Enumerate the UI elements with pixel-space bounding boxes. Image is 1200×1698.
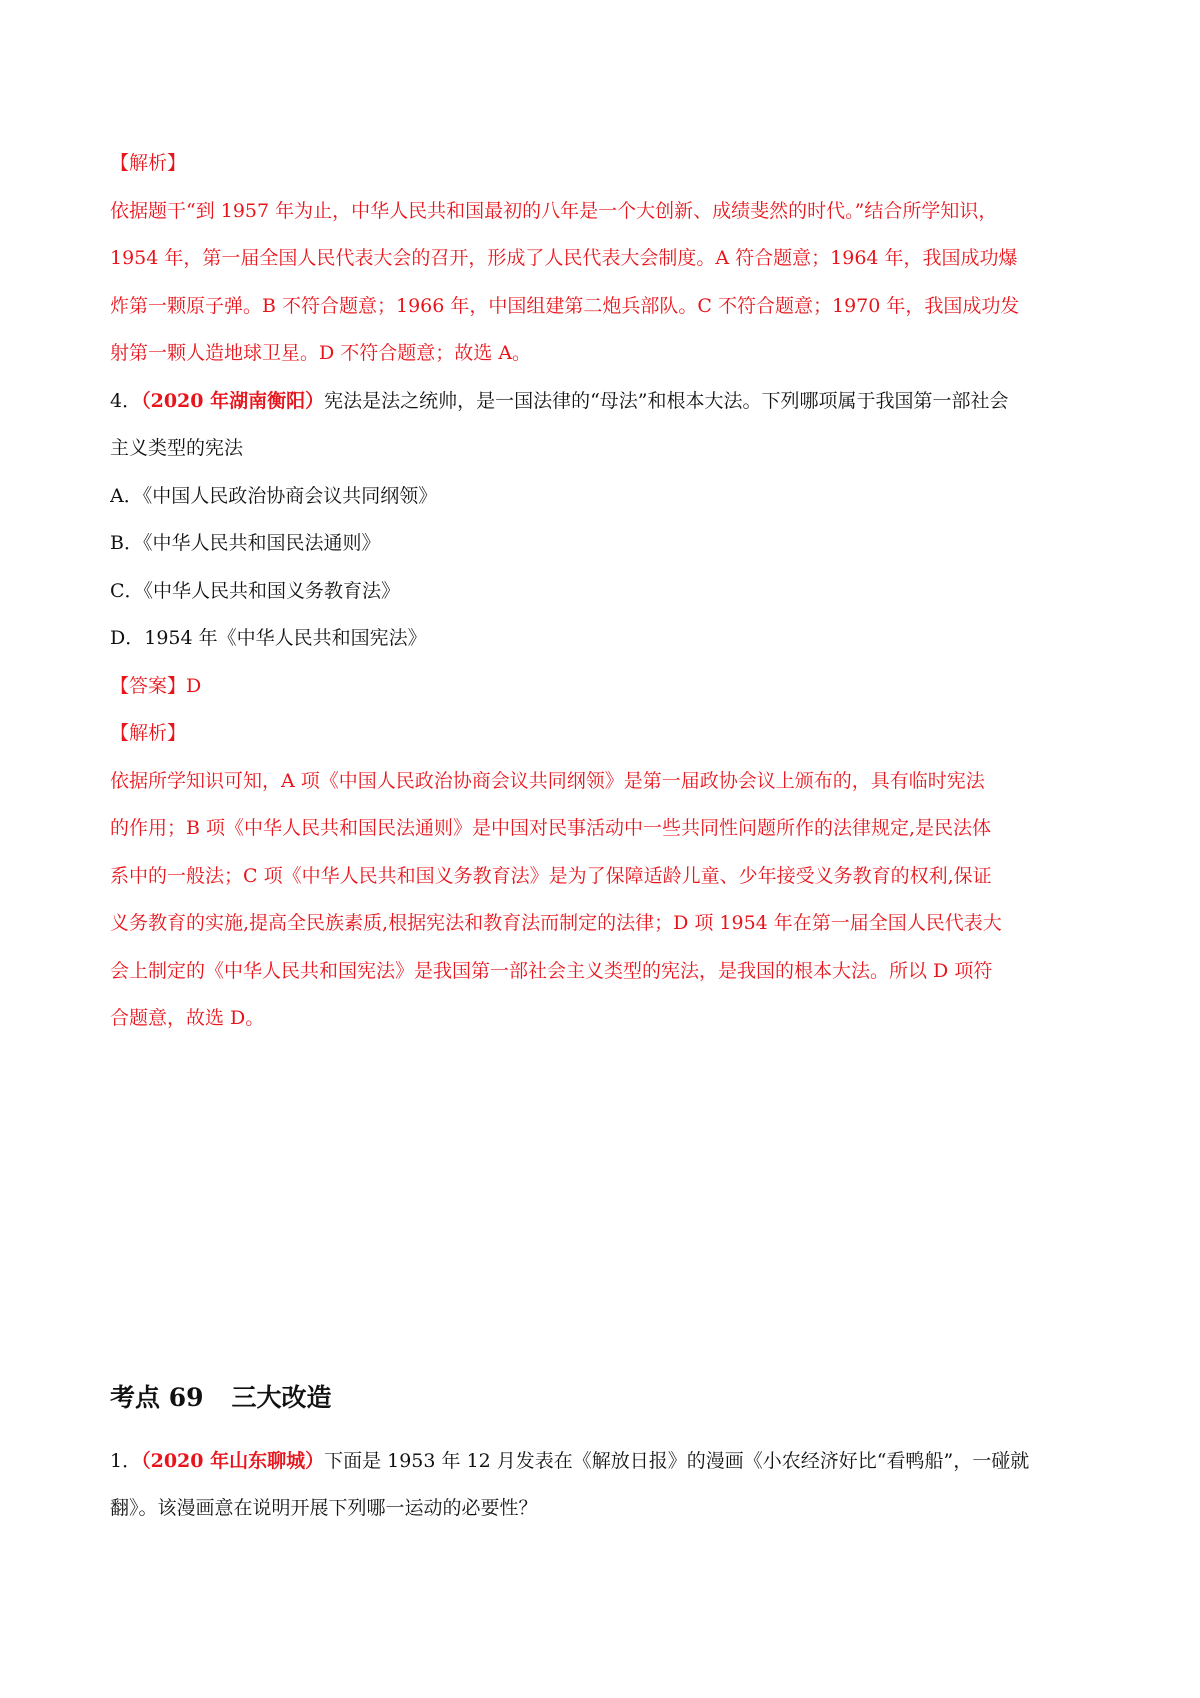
option-b: B．《中华人民共和国民法通则》 xyxy=(110,532,381,554)
analysis-text-line: 射第一颗人造地球卫星。D 不符合题意；故选 A。 xyxy=(110,342,532,364)
question-stem-continuation: 翻》。该漫画意在说明开展下列哪一运动的必要性？ xyxy=(110,1497,538,1519)
analysis-text-line: 依据所学知识可知，A 项《中国人民政治协商会议共同纲领》是第一届政协会议上颁布的，具有临时宪法 xyxy=(110,769,985,792)
analysis-text-line: 系中的一般法；C 项《中华人民共和国义务教育法》是为了保障适龄儿童、少年接受义务教育的权利,保证 xyxy=(110,864,992,887)
question-source: （2020 年山东聊城） xyxy=(141,1449,325,1472)
question-number: 1． xyxy=(110,1449,142,1472)
analysis-text-line: 依据题干“到 1957 年为止，中华人民共和国最初的八年是一个大创新、成绩斐然的时代。”结合所学知识， xyxy=(110,199,998,222)
analysis-text-line: 1954 年，第一届全国人民代表大会的召开，形成了人民代表大会制度。A 符合题意；1964 年，我国成功爆 xyxy=(110,247,1018,269)
question-1-stem xyxy=(110,1438,1100,1486)
analysis-label: 【解析】 xyxy=(110,152,187,174)
question-stem-continuation: 主义类型的宪法 xyxy=(110,437,244,459)
analysis-text-line: 合题意，故选 D。 xyxy=(110,1007,265,1029)
option-d: D．1954 年《中华人民共和国宪法》 xyxy=(110,627,427,649)
analysis-label: 【解析】 xyxy=(110,722,187,744)
analysis-text-line: 义务教育的实施,提高全民族素质,根据宪法和教育法而制定的法律；D 项 1954 年在第一届全国人民代表大 xyxy=(110,912,1002,934)
analysis-text-line: 的作用；B 项《中华人民共和国民法通则》是中国对民事活动中一些共同性问题所作的法律规定,是民法体 xyxy=(110,817,992,839)
question-stem-text: 下面是 1953 年 12 月发表在《解放日报》的漫画《小农经济好比“看鸭船”，一碰就 xyxy=(324,1449,1030,1472)
answer-line xyxy=(110,663,1100,711)
question-source: （2020 年湖南衡阳） xyxy=(141,389,325,412)
blank-space xyxy=(110,1043,1100,1368)
analysis-text-line: 炸第一颗原子弹。B 不符合题意；1966 年，中国组建第二炮兵部队。C 不符合题意；1970 年，我国成功发 xyxy=(110,294,1020,317)
question-4-stem xyxy=(110,378,1100,426)
option-c: C．《中华人民共和国义务教育法》 xyxy=(110,579,401,602)
section-code: 考点 69 xyxy=(110,1382,204,1412)
question-stem-text: 宪法是法之统帅，是一国法律的“母法”和根本大法。下列哪项属于我国第一部社会 xyxy=(324,389,1009,412)
section-title: 三大改造 xyxy=(231,1382,332,1412)
document-page xyxy=(110,140,1100,1533)
option-a: A．《中国人民政治协商会议共同纲领》 xyxy=(110,484,438,507)
analysis-text-line: 会上制定的《中华人民共和国宪法》是我国第一部社会主义类型的宪法，是我国的根本大法。所以 D 项符 xyxy=(110,959,993,982)
answer-label: 【答案】 xyxy=(110,674,187,697)
answer-value: D xyxy=(186,674,202,697)
section-heading xyxy=(110,1368,1100,1428)
question-number: 4． xyxy=(110,389,142,412)
